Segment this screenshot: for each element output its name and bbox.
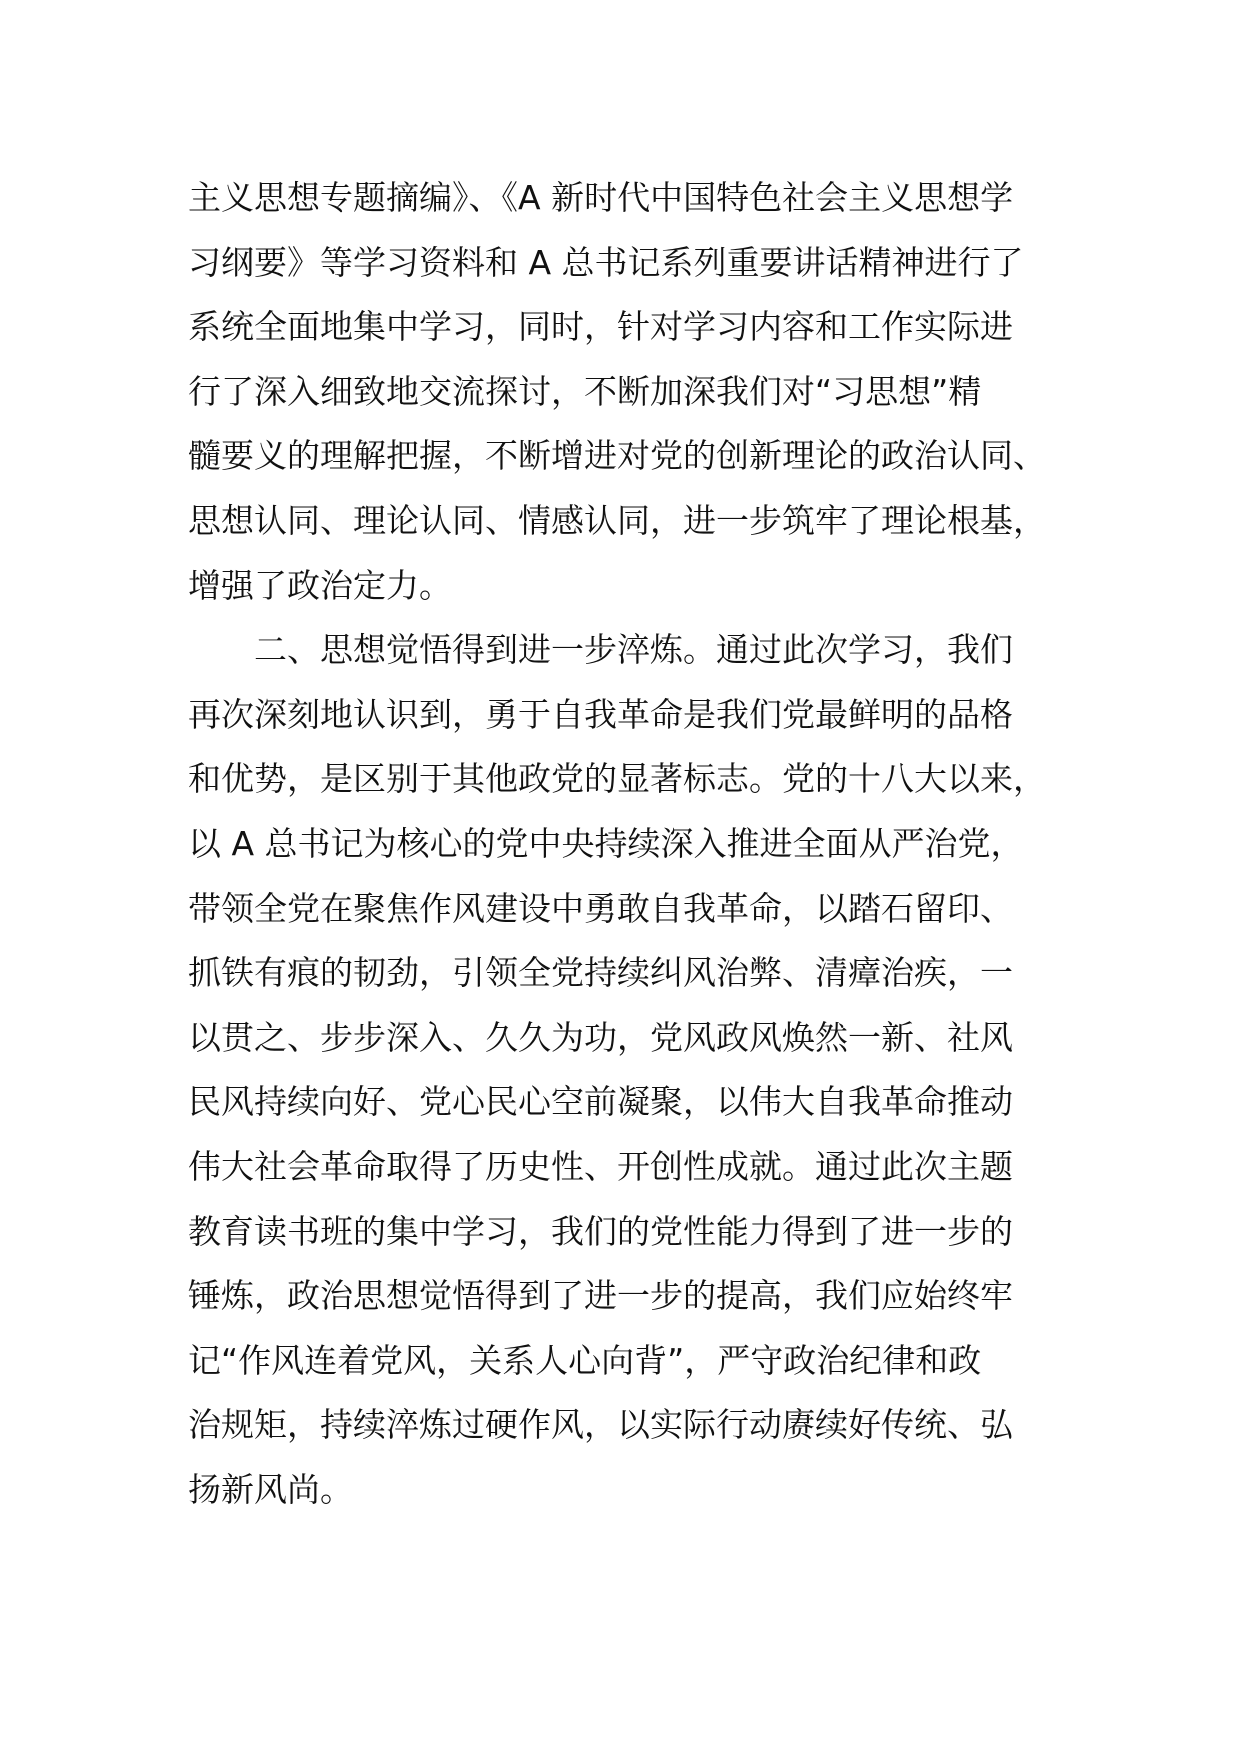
text-line: 治规矩，持续淬炼过硬作风，以实际行动赓续好传统、弘 [188,1405,1013,1445]
text-line: 锤炼，政治思想觉悟得到了进一步的提高，我们应始终牢 [188,1276,1013,1316]
text-line: 习纲要》等学习资料和 A 总书记系列重要讲话精神进行了 [188,242,1024,282]
text-line: 再次深刻地认识到，勇于自我革命是我们党最鲜明的品格 [188,694,1013,734]
text-line: 伟大社会革命取得了历史性、开创性成就。通过此次主题 [188,1146,1013,1186]
text-line: 二、思想觉悟得到进一步淬炼。通过此次学习，我们 [188,630,1013,670]
text-line: 髓要义的理解把握，不断增进对党的创新理论的政治认同、 [188,436,1046,476]
text-line: 以 A 总书记为核心的党中央持续深入推进全面从严治党， [188,823,1024,863]
text-line: 记“作风连着党风，关系人心向背”，严守政治纪律和政 [188,1340,982,1380]
text-line: 扬新风尚。 [188,1469,353,1509]
text-line: 增强了政治定力。 [188,565,452,605]
text-line: 行了深入细致地交流探讨，不断加深我们对“习思想”精 [188,371,982,411]
text-line: 主义思想专题摘编》、《A 新时代中国特色社会主义思想学 [188,178,1014,217]
text-line: 带领全党在聚焦作风建设中勇敢自我革命，以踏石留印、 [188,888,1013,928]
text-line: 教育读书班的集中学习，我们的党性能力得到了进一步的 [188,1211,1013,1251]
text-line: 和优势，是区别于其他政党的显著标志。党的十八大以来， [188,759,1046,799]
text-line: 系统全面地集中学习，同时，针对学习内容和工作实际进 [188,307,1013,347]
text-line: 以贯之、步步深入、久久为功，党风政风焕然一新、社风 [188,1017,1013,1057]
text-line: 抓铁有痕的韧劲，引领全党持续纠风治弊、清瘴治疾，一 [188,953,1013,993]
text-line: 思想认同、理论认同、情感认同，进一步筑牢了理论根基， [188,500,1046,540]
text-line: 民风持续向好、党心民心空前凝聚，以伟大自我革命推动 [188,1082,1013,1122]
body-text [188,166,1068,1522]
